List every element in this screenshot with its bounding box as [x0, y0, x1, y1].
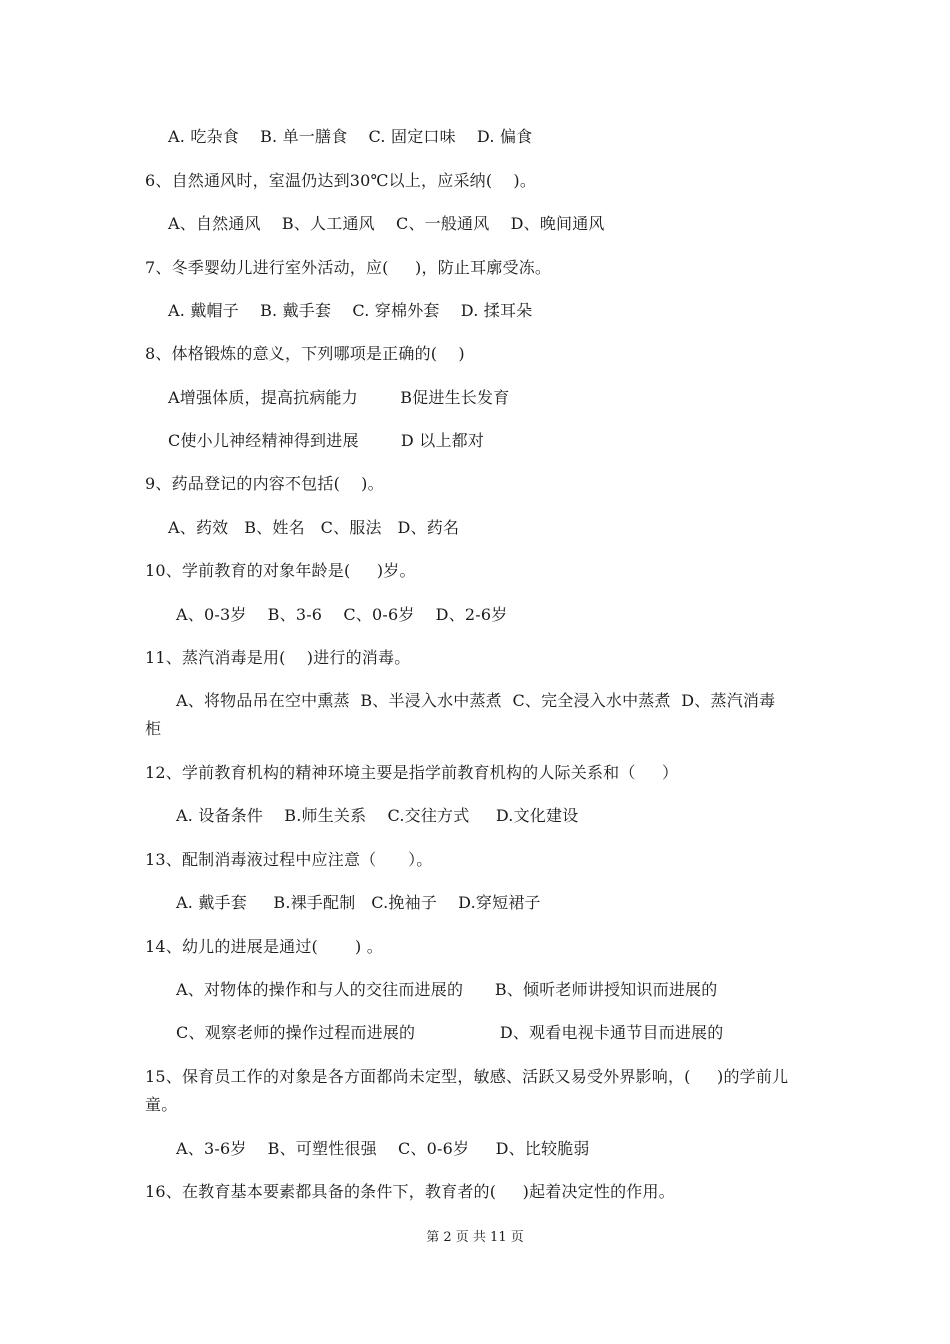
q8-options-row2: C使小儿神经精神得到进展 D 以上都对 — [168, 431, 485, 450]
question-10: 10、学前教育的对象年龄是( )岁。 — [145, 561, 416, 580]
q8-options-row1: A增强体质，提高抗病能力 B促进生长发育 — [168, 388, 510, 407]
q13-options: A. 戴手套 B.裸手配制 C.挽袖子 D.穿短裙子 — [176, 893, 541, 912]
question-16: 16、在教育基本要素都具备的条件下，教育者的( )起着决定性的作用。 — [145, 1182, 675, 1201]
question-7: 7、冬季婴幼儿进行室外活动，应( )，防止耳廓受冻。 — [145, 258, 552, 277]
question-11: 11、蒸汽消毒是用( )进行的消毒。 — [145, 648, 411, 667]
question-13: 13、配制消毒液过程中应注意（ ）。 — [145, 850, 433, 869]
q15-options: A、3-6岁 B、可塑性很强 C、0-6岁 D、比较脆弱 — [176, 1139, 590, 1158]
q6-options: A、自然通风 B、人工通风 C、一般通风 D、晚间通风 — [168, 214, 605, 233]
question-15-continued: 童。 — [145, 1095, 178, 1114]
question-6: 6、自然通风时，室温仍达到30℃以上，应采纳( )。 — [145, 171, 537, 190]
page-footer: 第 2 页 共 11 页 — [426, 1230, 524, 1245]
q12-options: A. 设备条件 B.师生关系 C.交往方式 D.文化建设 — [176, 806, 579, 825]
question-8: 8、体格锻炼的意义，下列哪项是正确的( ) — [145, 344, 465, 363]
question-9: 9、药品登记的内容不包括( )。 — [145, 474, 384, 493]
q14-options-row2: C、观察老师的操作过程而进展的 D、观看电视卡通节目而进展的 — [176, 1023, 724, 1042]
q10-options: A、0-3岁 B、3-6 C、0-6岁 D、2-6岁 — [176, 605, 508, 624]
q5-options: A. 吃杂食 B. 单一膳食 C. 固定口味 D. 偏食 — [168, 127, 533, 146]
q11-options: A、将物品吊在空中熏蒸 B、半浸入水中蒸煮 C、完全浸入水中蒸煮 D、蒸汽消毒 — [176, 691, 776, 710]
question-12: 12、学前教育机构的精神环境主要是指学前教育机构的人际关系和（ ） — [145, 763, 679, 782]
q11-options-continued: 柜 — [145, 719, 162, 738]
question-15: 15、保育员工作的对象是各方面都尚未定型，敏感、活跃又易受外界影响，( )的学前儿 — [145, 1067, 789, 1086]
question-14: 14、幼儿的进展是通过( ) 。 — [145, 937, 383, 956]
q9-options: A、药效 B、姓名 C、服法 D、药名 — [168, 518, 460, 537]
q7-options: A. 戴帽子 B. 戴手套 C. 穿棉外套 D. 揉耳朵 — [168, 301, 533, 320]
q14-options-row1: A、对物体的操作和与人的交往而进展的 B、倾听老师讲授知识而进展的 — [176, 980, 718, 999]
